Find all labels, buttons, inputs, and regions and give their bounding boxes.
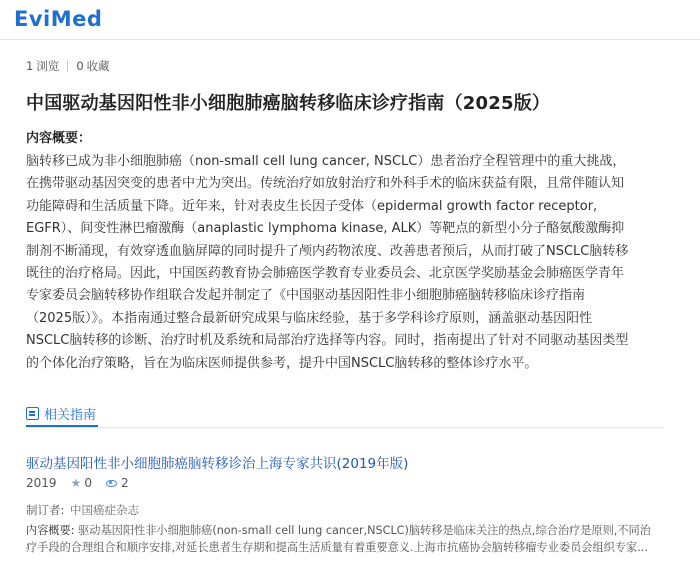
maker-value: 中国癌症杂志 bbox=[70, 503, 140, 517]
section-divider bbox=[26, 427, 664, 428]
tab-label: 相关指南 bbox=[44, 408, 97, 423]
star-count-value: 0 bbox=[84, 476, 92, 490]
summary-line: 在携带驱动基因突变的患者中尤为突出。传统治疗如放射治疗和外科手术的临床获益有限，且常伴随认知 bbox=[26, 176, 625, 192]
related-summary-line: 疗手段的合理组合和顺序安排,对延长患者生存期和提高生活质量有着重要意义.上海市抗癌协会脑转移瘤专业委员会组织专家... bbox=[26, 541, 648, 554]
summary-line: 专家委员会脑转移协作组联合发起并制定了《中国驱动基因阳性非小细胞肺癌脑转移临床诊疗指南 bbox=[26, 288, 586, 304]
favorites-label[interactable]: 收藏 bbox=[86, 59, 110, 73]
related-guideline-link[interactable]: 驱动基因阳性非小细胞肺癌脑转移诊治上海专家共识(2019年版) bbox=[26, 456, 409, 472]
star-count bbox=[71, 476, 92, 490]
guideline-maker bbox=[26, 502, 139, 518]
views-label: 浏览 bbox=[36, 59, 60, 73]
summary-text bbox=[26, 151, 666, 375]
top-bar bbox=[0, 0, 700, 40]
related-summary-text: 驱动基因阳性非小细胞肺癌(non-small cell lung cancer,NSCLC)脑转移是临床关注的热点,综合治疗是原则,不同治 bbox=[78, 524, 651, 537]
publication-year: 2019 bbox=[26, 476, 57, 490]
summary-line: 脑转移已成为非小细胞肺癌（non-small cell lung cancer, NSCLC）患者治疗全程管理中的重大挑战， bbox=[26, 154, 626, 169]
eye-icon bbox=[106, 480, 117, 487]
related-summary-label: 内容概要: bbox=[26, 524, 75, 537]
summary-line: EGFR）、间变性淋巴瘤激酶（anaplastic lymphoma kinase, ALK）等靶点的新型小分子酪氨酸激酶抑 bbox=[26, 221, 625, 237]
article-stats bbox=[26, 58, 110, 74]
summary-line: 既往的治疗格局。因此，中国医药教育协会肺癌医学教育专业委员会、北京医学奖励基金会肺癌医学青年 bbox=[26, 266, 625, 282]
summary-line: （2025版）》。本指南通过整合最新研究成果与临床经验，基于多学科诊疗原则，涵盖驱动基因阳性 bbox=[26, 310, 593, 326]
summary-line: NSCLC脑转移的诊断、治疗时机及系统和局部治疗选择等内容。同时，指南提出了针对不同驱动基因类型 bbox=[26, 333, 629, 349]
view-count-value: 2 bbox=[120, 476, 129, 490]
maker-label: 制订者: bbox=[26, 503, 65, 517]
related-guideline-summary bbox=[26, 522, 666, 556]
tab-related-guidelines[interactable] bbox=[26, 404, 96, 423]
evimed-logo[interactable]: EviMed bbox=[14, 7, 103, 31]
view-count bbox=[106, 476, 129, 490]
related-summary-line bbox=[26, 522, 666, 539]
favorites-count: 0 bbox=[76, 59, 84, 73]
star-icon: ★ bbox=[70, 476, 82, 490]
stats-divider bbox=[67, 60, 68, 72]
views-count: 1 bbox=[26, 59, 34, 73]
related-guideline-meta bbox=[26, 476, 143, 490]
summary-line: 的个体化治疗策略，旨在为临床医师提供参考，提升中国NSCLC脑转移的整体诊疗水平。 bbox=[26, 355, 538, 371]
summary-line: 制剂不断涌现，有效穿透血脑屏障的同时提升了颅内药物浓度、改善患者预后，从而打破了NSCLC脑转移 bbox=[26, 243, 629, 259]
page-title: 中国驱动基因阳性非小细胞肺癌脑转移临床诊疗指南（2025版） bbox=[26, 93, 551, 114]
summary-heading: 内容概要： bbox=[26, 131, 92, 146]
summary-line: 功能障碍和生活质量下降。近年来，针对表皮生长因子受体（epidermal growth factor receptor, bbox=[26, 198, 598, 214]
list-icon bbox=[26, 407, 39, 420]
